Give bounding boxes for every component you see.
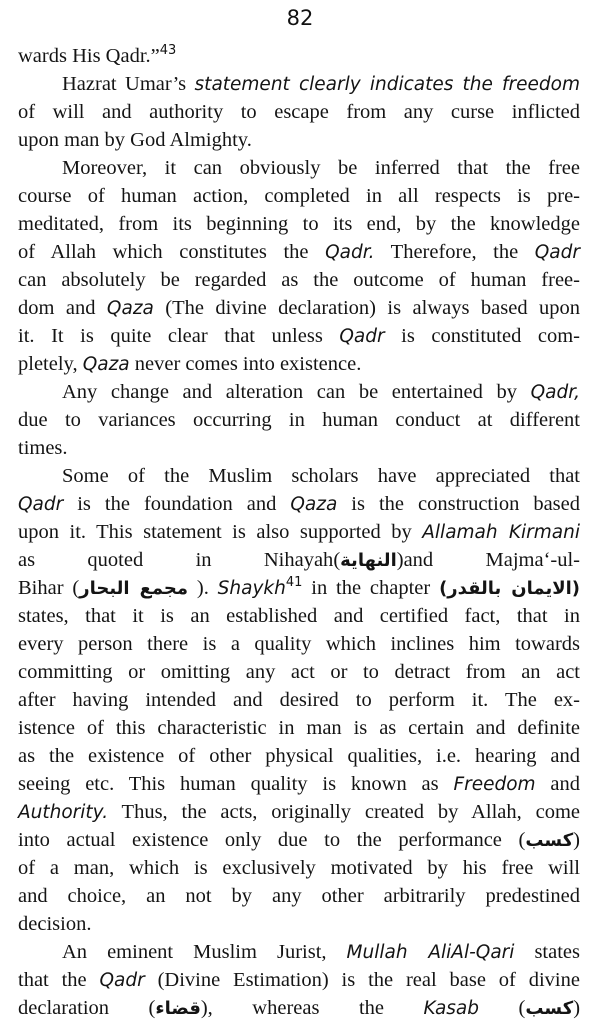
text-line: [18, 685, 580, 715]
text-line: [18, 657, 580, 687]
text-line: [18, 461, 580, 491]
italic-text: Qaza: [82, 354, 130, 375]
arabic-term: (الايمان بالقدر): [439, 578, 581, 599]
text-run: pletely,: [18, 353, 83, 375]
text-line: [18, 797, 580, 827]
footnote-ref: 41: [285, 575, 303, 590]
text-run: (Divine Estimation) is the real base of divine: [144, 969, 580, 991]
arabic-term: النهاية: [340, 550, 397, 571]
text-run: Any change and alteration can be entertained by: [62, 381, 531, 403]
text-run: (: [479, 997, 526, 1019]
text-run: of a man, which is exclusively motivated by his free will: [18, 857, 580, 879]
text-run: committing or omitting any act or to detract from an act: [18, 661, 580, 683]
text-run: Some of the Muslim scholars have appreciated that: [62, 465, 580, 487]
text-run: is the construction based: [337, 493, 580, 515]
text-line: [18, 97, 580, 127]
text-run: Therefore, the: [374, 241, 535, 263]
text-run: of will and authority to escape from any curse inflicted: [18, 101, 580, 123]
text-run: Moreover, it can obviously be inferred that the free: [62, 157, 580, 179]
text-run: decision.: [18, 913, 92, 935]
text-run: course of human action, completed in all respects is pre-: [18, 185, 580, 207]
text-line: [18, 629, 580, 659]
text-line: [18, 713, 580, 743]
text-run: declaration (: [18, 997, 156, 1019]
text-line: [18, 265, 580, 295]
text-line: [18, 489, 580, 519]
text-run: istence of this characteristic in man is as certain and definite: [18, 717, 580, 739]
text-run: states, that it is an established and certified fact, that in: [18, 605, 580, 627]
text-line: [18, 741, 580, 771]
text-run: Hazrat Umar’s: [62, 73, 195, 95]
text-run: ), whereas the: [200, 997, 424, 1019]
text-run: as the existence of other physical qualities, i.e. hearing and: [18, 745, 580, 767]
text-run: (The divine declaration) is always based upon: [153, 297, 580, 319]
text-line: [18, 545, 580, 575]
text-run: due to variances occurring in human conduct at different: [18, 409, 580, 431]
text-line: [18, 377, 580, 407]
italic-text: Qaza: [290, 494, 338, 515]
text-run: can absolutely be regarded as the outcome of human free-: [18, 269, 580, 291]
footnote-ref: 43: [159, 43, 177, 58]
text-line: [18, 293, 580, 323]
text-run: is the foundation and: [63, 493, 291, 515]
text-run: and: [535, 773, 580, 795]
text-line: [18, 825, 580, 855]
page-number: 82: [286, 6, 314, 30]
italic-text: Qadr: [534, 242, 580, 263]
text-line: [18, 881, 580, 911]
text-run: is constituted com-: [384, 325, 580, 347]
text-run: as quoted in Nihayah: [18, 549, 334, 571]
italic-text: Authority.: [18, 802, 109, 823]
text-run: times.: [18, 437, 68, 459]
text-run: into actual existence only due to the performance (: [18, 829, 526, 851]
italic-text: Qadr,: [530, 382, 580, 403]
text-line: [18, 517, 580, 547]
text-line: [18, 41, 580, 71]
text-line: [18, 909, 580, 939]
text-line: [18, 993, 581, 1019]
text-line: [18, 937, 580, 967]
text-run: never comes into existence.: [129, 353, 362, 375]
text-run: and Majma‘-ul-: [403, 549, 581, 571]
arabic-term: كسب: [525, 830, 574, 851]
text-run: ): [573, 997, 581, 1019]
text-run: ): [573, 829, 580, 851]
text-run: An eminent Muslim Jurist,: [62, 941, 347, 963]
text-line: [18, 153, 580, 183]
text-run: meditated, from its beginning to its end, by the knowledge: [18, 213, 580, 235]
text-line: [18, 349, 580, 379]
arabic-term: قضاء: [155, 998, 201, 1019]
text-line: [18, 965, 580, 995]
text-run: wards His Qadr.”: [18, 45, 160, 67]
italic-text: Qadr: [339, 326, 385, 347]
text-run: every person there is a quality which inclines him towards: [18, 633, 580, 655]
text-run: it. It is quite clear that unless: [18, 325, 340, 347]
text-line: [18, 321, 580, 351]
italic-text: Mullah AliAl-Qari: [346, 942, 515, 963]
text-run: after having intended and desired to perform it. The ex-: [18, 689, 580, 711]
italic-text: Kasab: [423, 998, 480, 1019]
paren: (: [333, 549, 341, 571]
text-run: in the chapter: [302, 577, 440, 599]
arabic-term: مجمع البحار: [79, 578, 189, 599]
italic-text: statement clearly indicates the freedom: [194, 74, 580, 95]
text-line: [18, 433, 580, 463]
text-line: [18, 209, 580, 239]
text-line: [18, 181, 580, 211]
italic-text: Freedom: [453, 774, 536, 795]
text-run: upon it. This statement is also supported by: [18, 521, 423, 543]
text-line: [18, 601, 580, 631]
paren: ): [396, 549, 404, 571]
text-run: dom and: [18, 297, 107, 319]
arabic-term: كسب: [525, 998, 574, 1019]
text-run: states: [514, 941, 580, 963]
text-run: upon man by God Almighty.: [18, 129, 252, 151]
text-line: [18, 125, 580, 155]
text-line: [18, 237, 580, 267]
text-line: [18, 405, 580, 435]
italic-text: Qaza: [106, 298, 154, 319]
italic-text: Shaykh: [217, 578, 286, 599]
text-run: ).: [188, 577, 218, 599]
text-line: [18, 69, 580, 99]
text-run: Thus, the acts, originally created by Allah, come: [108, 801, 580, 823]
text-run: and choice, an not by any other arbitrarily predestined: [18, 885, 580, 907]
text-run: Bihar (: [18, 577, 80, 599]
text-line: [18, 573, 580, 603]
italic-text: Qadr: [18, 494, 64, 515]
italic-text: Allamah Kirmani: [422, 522, 580, 543]
text-line: [18, 853, 580, 883]
text-run: that the: [18, 969, 100, 991]
text-line: [18, 769, 580, 799]
text-run: seeing etc. This human quality is known as: [18, 773, 454, 795]
italic-text: Qadr: [99, 970, 145, 991]
italic-text: Qadr.: [325, 242, 375, 263]
text-run: of Allah which constitutes the: [18, 241, 326, 263]
